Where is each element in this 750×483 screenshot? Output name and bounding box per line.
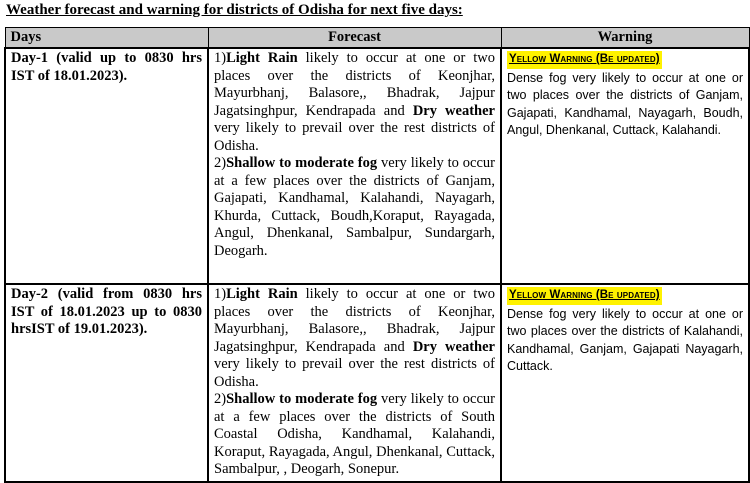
header-days: Days	[5, 28, 208, 49]
day1-forecast-rain: 1)Light Rain likely to occur at one or two places over the districts of Keonjhar, Mayurbhanj, Balasore,, Bhadrak, Jajpur Jagatsinghpur, Kendrapada and Dry weather very likely to prevail over the rest districts of Odisha.	[214, 50, 495, 154]
day2-validity: Day-2 (valid from 0830 hrs IST of 18.01.2023 up to 0830 hrsIST of 19.01.2023).	[5, 284, 208, 482]
page-title: Weather forecast and warning for districts of Odisha for next five days:	[6, 2, 463, 18]
table-header-row	[5, 28, 749, 49]
header-warning: Warning	[501, 28, 749, 49]
day2-forecast-rain: 1)Light Rain likely to occur at one or two places over the districts of Keonjhar, Mayurbhanj, Balasore,, Bhadrak, Jajpur Jagatsinghpur, Kendrapada and Dry weather very likely to prevail over the rest districts of Odisha.	[214, 286, 495, 390]
table-row	[5, 48, 749, 284]
day1-forecast	[208, 48, 501, 284]
day1-warning-text: Dense fog very likely to occur at one or two places over the districts of Ganjam, Gajapati, Kandhamal, Nayagarh, Boudh, Angul, Dhenkanal, Cuttack, Kalahandi.	[507, 70, 743, 137]
table-row	[5, 284, 749, 482]
day2-warning	[501, 284, 749, 482]
forecast-table	[4, 27, 750, 483]
day2-forecast	[208, 284, 501, 482]
day2-warning-text: Dense fog very likely to occur at one or two places over the districts of Kalahandi, Kandhamal, Ganjam, Gajapati Nayagarh, Cuttack.	[507, 306, 743, 373]
yellow-warning-badge: Yellow Warning (Be updated)	[507, 51, 662, 69]
day1-validity: Day-1 (valid up to 0830 hrs IST of 18.01.2023).	[5, 48, 208, 284]
yellow-warning-badge: Yellow Warning (Be updated)	[507, 287, 662, 305]
day1-forecast-fog: 2)Shallow to moderate fog very likely to occur at a few places over the districts of Ganjam, Gajapati, Kandhamal, Kalahandi, Nayagarh, Khurda, Cuttack, Boudh,Koraput, Rayagada, Angul, Dhenkanal, Sambalpur, Sundargarh, Deogarh.	[214, 155, 496, 259]
day1-warning	[501, 48, 749, 284]
day2-forecast-fog: 2)Shallow to moderate fog very likely to occur at a few places over the districts of South Coastal Odisha, Kandhamal, Kalahandi, Koraput, Rayagada, Angul, Dhenkanal, Cuttack, Sambalpur, , Deogarh, Sonepur.	[214, 391, 496, 477]
header-forecast: Forecast	[208, 28, 501, 49]
